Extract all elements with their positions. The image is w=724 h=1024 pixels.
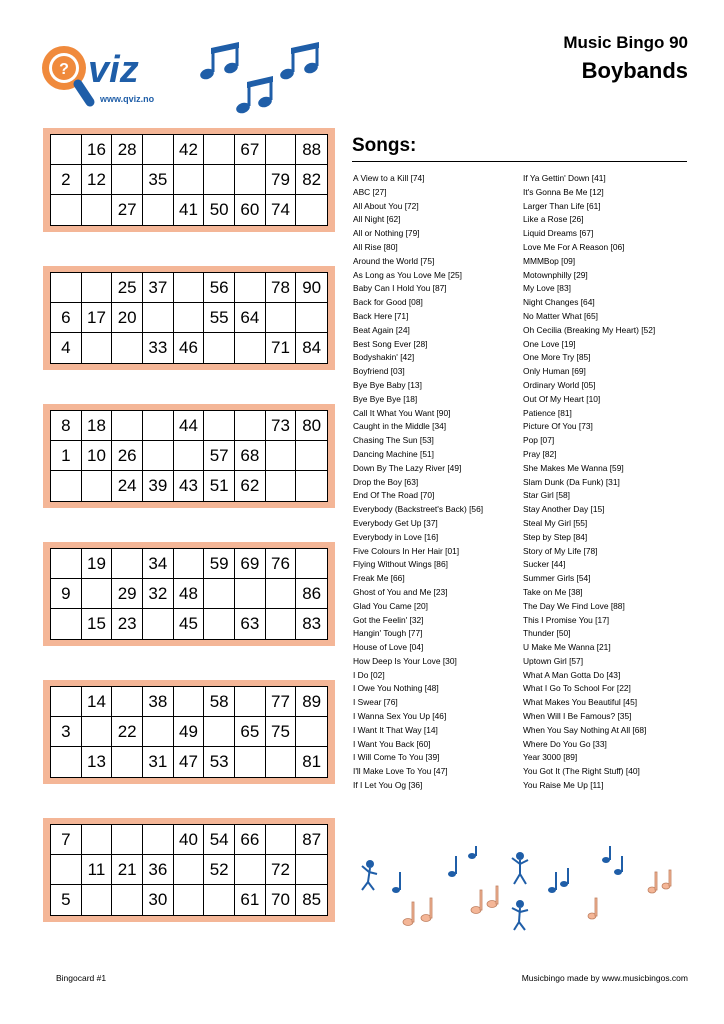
song-item: I Want You Back [60] — [353, 738, 431, 749]
song-item: Freak Me [66] — [353, 573, 405, 584]
song-item: When You Say Nothing At All [68] — [523, 724, 647, 735]
bingo-cell — [82, 333, 113, 363]
bingo-cell: 72 — [266, 855, 297, 885]
song-item: When Will I Be Famous? [35] — [523, 711, 632, 722]
bingo-cell: 41 — [174, 195, 205, 225]
bingo-cell: 26 — [112, 441, 143, 471]
song-item: ABC [27] — [353, 186, 387, 197]
song-item: No Matter What [65] — [523, 310, 598, 321]
bingo-grid — [50, 548, 328, 640]
song-item: House of Love [04] — [353, 642, 424, 653]
song-item: All Rise [80] — [353, 241, 398, 252]
bingo-cell: 61 — [235, 885, 266, 915]
bingo-cell — [235, 333, 266, 363]
bingo-cell — [204, 333, 235, 363]
bingo-cell — [112, 165, 143, 195]
bingo-cell: 83 — [302, 614, 322, 633]
song-item: Best Song Ever [28] — [353, 338, 428, 349]
song-item: MMMBop [09] — [523, 255, 576, 266]
song-item: Dancing Machine [51] — [353, 448, 435, 459]
song-item: This I Promise You [17] — [523, 614, 610, 625]
song-item: Pop [07] — [523, 435, 555, 446]
bingo-cell: 39 — [143, 471, 174, 501]
bingo-card — [43, 680, 335, 784]
bingo-grid — [50, 410, 328, 502]
bingo-cell: 60 — [235, 195, 266, 225]
bingo-cell: 85 — [302, 890, 322, 909]
bingo-cell: 62 — [235, 471, 266, 501]
bingo-cell — [143, 135, 174, 165]
bingo-cell: 25 — [112, 273, 143, 303]
bingo-cell — [51, 471, 82, 501]
bingo-cell — [174, 885, 205, 915]
bingo-cell — [143, 441, 174, 471]
bingo-cell: 64 — [235, 303, 266, 333]
bingo-cell: 24 — [112, 471, 143, 501]
bingo-cell: 27 — [112, 195, 143, 225]
bingo-cell — [82, 471, 113, 501]
song-item: If I Let You Og [36] — [353, 780, 423, 791]
bingo-cell: 79 — [266, 165, 297, 195]
bingo-cell: 19 — [82, 549, 113, 579]
bingo-cell — [82, 717, 113, 747]
bingo-cell — [204, 579, 235, 609]
bingo-cell: 73 — [266, 411, 297, 441]
song-item: Hangin' Tough [77] — [353, 628, 423, 639]
bingo-cell: 6 — [51, 303, 82, 333]
song-item: Drop the Boy [63] — [353, 476, 419, 487]
bingo-cell — [143, 825, 174, 855]
bingo-cell — [296, 303, 327, 333]
song-item: I Do [02] — [353, 669, 385, 680]
bingo-cell: 59 — [204, 549, 235, 579]
bingo-cell — [51, 273, 82, 303]
bingo-cell — [143, 609, 174, 639]
bingo-cell: 74 — [266, 195, 297, 225]
bingo-cell — [266, 471, 297, 501]
song-item: Larger Than Life [61] — [523, 200, 601, 211]
song-item: If Ya Gettin' Down [41] — [523, 173, 606, 183]
song-item: Pray [82] — [523, 448, 557, 459]
bingo-cell: 14 — [82, 687, 113, 717]
song-item: I Swear [76] — [353, 697, 398, 708]
song-item: Picture Of You [73] — [523, 421, 593, 432]
bingo-cell: 65 — [235, 717, 266, 747]
song-item: Star Girl [58] — [523, 490, 571, 501]
bingo-cell: 16 — [82, 135, 113, 165]
song-item: U Make Me Wanna [21] — [523, 642, 611, 653]
bingo-cell — [51, 609, 82, 639]
song-item: What Makes You Beautiful [45] — [523, 697, 638, 708]
bingo-cell: 2 — [51, 165, 82, 195]
bingo-card — [43, 542, 335, 646]
page-title: Music Bingo 90 — [563, 33, 688, 52]
bingo-cell — [51, 855, 82, 885]
bingo-cell — [82, 195, 113, 225]
dancing-figures-icon — [352, 846, 687, 936]
songs-heading: Songs: — [352, 135, 417, 156]
song-item: All or Nothing [79] — [353, 228, 420, 239]
song-item: Caught in the Middle [34] — [353, 421, 447, 432]
bingo-cell: 86 — [296, 579, 327, 609]
bingo-grid — [50, 272, 328, 364]
song-item: I Wanna Sex You Up [46] — [353, 711, 447, 722]
bingo-cell — [235, 855, 266, 885]
song-item: Down By The Lazy River [49] — [353, 462, 462, 473]
bingo-cell — [266, 303, 297, 333]
bingo-cell — [112, 687, 143, 717]
song-item: Steal My Girl [55] — [523, 517, 588, 528]
song-item: Thunder [50] — [523, 628, 571, 639]
bingo-cell — [112, 825, 143, 855]
song-item: Where Do You Go [33] — [523, 738, 607, 749]
bingo-cell: 42 — [174, 135, 205, 165]
bingo-cell — [51, 549, 82, 579]
bingo-cell: 28 — [112, 135, 143, 165]
logo-url: www.qviz.no — [100, 94, 155, 104]
bingo-cell: 63 — [235, 609, 266, 639]
song-item: Call It What You Want [90] — [353, 407, 451, 418]
bingo-cell: 35 — [143, 165, 174, 195]
card-number: Bingocard #1 — [56, 973, 107, 983]
bingo-cell: 87 — [296, 825, 327, 855]
song-item: Flying Without Wings [86] — [353, 559, 448, 570]
bingo-cell: 55 — [204, 303, 235, 333]
music-notes-icon — [195, 40, 330, 120]
bingo-cell: 71 — [266, 333, 297, 363]
bingo-cell — [266, 579, 297, 609]
song-item: Oh Cecilia (Breaking My Heart) [52] — [523, 324, 656, 335]
bingo-cell: 67 — [235, 135, 266, 165]
song-item: Bye Bye Baby [13] — [353, 379, 422, 390]
bingo-cell: 52 — [204, 855, 235, 885]
bingo-cell — [143, 411, 174, 441]
song-item: One Love [19] — [523, 338, 576, 349]
song-item: Got the Feelin' [32] — [353, 614, 424, 625]
song-item: Everybody in Love [16] — [353, 531, 439, 542]
bingo-cell: 33 — [143, 333, 174, 363]
bingo-cell: 4 — [51, 333, 82, 363]
song-item: Boyfriend [03] — [353, 366, 405, 377]
bingo-cell: 18 — [82, 411, 113, 441]
bingo-cell: 22 — [112, 717, 143, 747]
bingo-cell — [143, 717, 174, 747]
bingo-cell — [143, 195, 174, 225]
bingo-cell — [296, 195, 327, 225]
bingo-cell: 20 — [112, 303, 143, 333]
bingo-cell — [82, 825, 113, 855]
song-item: I Will Come To You [39] — [353, 752, 440, 763]
bingo-cell — [143, 303, 174, 333]
bingo-cell: 8 — [51, 411, 82, 441]
bingo-cell — [204, 717, 235, 747]
song-item: Bodyshakin' [42] — [353, 352, 415, 363]
song-item: End Of The Road [70] — [353, 490, 435, 501]
bingo-cell — [266, 747, 297, 777]
bingo-cell: 84 — [302, 338, 322, 357]
bingo-cell: 36 — [143, 855, 174, 885]
song-item: Back for Good [08] — [353, 297, 423, 308]
bingo-cell: 17 — [82, 303, 113, 333]
bingo-cell: 44 — [174, 411, 205, 441]
bingo-cell: 7 — [51, 825, 82, 855]
song-item: Love Me For A Reason [06] — [523, 241, 625, 252]
bingo-cell: 77 — [266, 687, 297, 717]
song-item: Back Here [71] — [353, 310, 409, 321]
song-item: Story of My Life [78] — [523, 545, 598, 556]
bingo-cell — [51, 135, 82, 165]
song-item: Everybody Get Up [37] — [353, 517, 438, 528]
bingo-cell — [174, 855, 205, 885]
song-item: Sucker [44] — [523, 559, 566, 570]
song-item: Beat Again [24] — [353, 324, 410, 335]
song-item: Ordinary World [05] — [523, 379, 596, 390]
song-item: Everybody (Backstreet's Back) [56] — [353, 504, 484, 515]
song-item: What I Go To School For [22] — [523, 683, 631, 694]
bingo-cell: 57 — [204, 441, 235, 471]
bingo-card — [43, 266, 335, 370]
bingo-cell — [296, 855, 327, 885]
bingo-grid — [50, 824, 328, 916]
song-item: Like a Rose [26] — [523, 214, 584, 225]
bingo-cell: 37 — [143, 273, 174, 303]
bingo-cell: 56 — [204, 273, 235, 303]
bingo-cell — [204, 411, 235, 441]
bingo-cell: 38 — [143, 687, 174, 717]
bingo-cell — [235, 687, 266, 717]
svg-text:viz: viz — [88, 49, 139, 91]
bingo-cell — [112, 411, 143, 441]
song-item: All Night [62] — [353, 214, 401, 225]
bingo-cell — [296, 471, 327, 501]
bingo-cell — [266, 825, 297, 855]
song-item: Around the World [75] — [353, 255, 435, 266]
bingo-cell: 11 — [82, 855, 113, 885]
bingo-cell: 75 — [266, 717, 297, 747]
bingo-cell: 81 — [302, 752, 322, 771]
bingo-cell: 90 — [296, 273, 327, 303]
bingo-cell — [204, 885, 235, 915]
bingo-cell — [174, 303, 205, 333]
bingo-cell: 10 — [82, 441, 113, 471]
bingo-cell — [266, 609, 297, 639]
song-item: What A Man Gotta Do [43] — [523, 669, 621, 680]
bingo-cell — [51, 747, 82, 777]
bingo-cell — [204, 165, 235, 195]
song-item: Ghost of You and Me [23] — [353, 586, 448, 597]
bingo-cell: 15 — [82, 609, 113, 639]
song-item: Patience [81] — [523, 407, 572, 418]
page-subtitle: Boybands — [581, 58, 688, 83]
bingo-cell — [235, 165, 266, 195]
bingo-cell: 66 — [235, 825, 266, 855]
bingo-cell — [112, 885, 143, 915]
bingo-cell: 78 — [266, 273, 297, 303]
bingo-grid — [50, 686, 328, 778]
bingo-cell: 13 — [82, 747, 113, 777]
bingo-cell: 47 — [174, 747, 205, 777]
song-item: Chasing The Sun [53] — [353, 435, 434, 446]
bingo-cell: 82 — [296, 165, 327, 195]
song-item: She Makes Me Wanna [59] — [523, 462, 624, 473]
bingo-cell: 76 — [266, 549, 297, 579]
bingo-cell — [296, 441, 327, 471]
song-item: A View to a Kill [74] — [353, 173, 425, 183]
divider — [352, 161, 687, 162]
bingo-cell: 9 — [51, 579, 82, 609]
bingo-cell: 54 — [204, 825, 235, 855]
bingo-cell — [235, 273, 266, 303]
bingo-cell — [296, 717, 327, 747]
bingo-cell: 5 — [51, 885, 82, 915]
bingo-cell: 88 — [296, 135, 327, 165]
bingo-cell — [266, 441, 297, 471]
song-item: As Long as You Love Me [25] — [353, 269, 462, 280]
bingo-cell — [112, 333, 143, 363]
credit-text: Musicbingo made by www.musicbingos.com — [521, 973, 688, 983]
bingo-card — [43, 818, 335, 922]
song-item: One More Try [85] — [523, 352, 591, 363]
song-item: Slam Dunk (Da Funk) [31] — [523, 476, 620, 487]
song-item: Take on Me [38] — [523, 586, 583, 597]
bingo-cell: 68 — [235, 441, 266, 471]
bingo-cell: 34 — [143, 549, 174, 579]
song-item: I Want It That Way [14] — [353, 724, 438, 735]
song-item: All About You [72] — [353, 200, 419, 211]
bingo-cell — [174, 273, 205, 303]
song-item: Step by Step [84] — [523, 531, 588, 542]
bingo-cell — [112, 549, 143, 579]
song-item: Glad You Came [20] — [353, 600, 428, 611]
qviz-logo — [38, 38, 168, 118]
bingo-cell — [204, 135, 235, 165]
bingo-cell — [51, 195, 82, 225]
bingo-cell: 30 — [143, 885, 174, 915]
song-item: Baby Can I Hold You [87] — [353, 283, 447, 294]
bingo-cell — [174, 441, 205, 471]
song-item: Uptown Girl [57] — [523, 655, 584, 666]
bingo-cell: 69 — [235, 549, 266, 579]
bingo-cell: 53 — [204, 747, 235, 777]
song-item: Night Changes [64] — [523, 297, 595, 308]
song-item: Motownphilly [29] — [523, 269, 588, 280]
bingo-cell — [82, 273, 113, 303]
bingo-cell: 12 — [82, 165, 113, 195]
bingo-cell: 31 — [143, 747, 174, 777]
bingo-cell: 89 — [296, 687, 327, 717]
bingo-cell: 51 — [204, 471, 235, 501]
bingo-cell: 21 — [112, 855, 143, 885]
song-list-right — [523, 172, 693, 793]
bingo-cell: 46 — [174, 333, 205, 363]
song-item: My Love [83] — [523, 283, 571, 294]
song-item: You Raise Me Up [11] — [523, 780, 604, 791]
song-item: Year 3000 [89] — [523, 752, 578, 763]
bingo-cell: 58 — [204, 687, 235, 717]
song-item: Out Of My Heart [10] — [523, 393, 601, 404]
song-item: Bye Bye Bye [18] — [353, 393, 418, 404]
bingo-grid — [50, 134, 328, 226]
song-item: The Day We Find Love [88] — [523, 600, 625, 611]
bingo-cell: 29 — [112, 579, 143, 609]
bingo-cell: 48 — [174, 579, 205, 609]
bingo-cell: 70 — [266, 885, 297, 915]
song-item: Only Human [69] — [523, 366, 586, 377]
bingo-cell — [174, 549, 205, 579]
bingo-cell: 49 — [174, 717, 205, 747]
bingo-cell: 43 — [174, 471, 205, 501]
bingo-cell: 1 — [51, 441, 82, 471]
bingo-card — [43, 128, 335, 232]
song-list-left — [353, 172, 523, 793]
bingo-card — [43, 404, 335, 508]
bingo-cell — [235, 411, 266, 441]
bingo-cell: 45 — [174, 609, 205, 639]
bingo-cell: 32 — [143, 579, 174, 609]
bingo-cell — [204, 609, 235, 639]
bingo-cell — [266, 135, 297, 165]
song-item: How Deep Is Your Love [30] — [353, 655, 457, 666]
bingo-cell — [174, 687, 205, 717]
bingo-cell — [174, 165, 205, 195]
bingo-cell — [82, 579, 113, 609]
song-item: Stay Another Day [15] — [523, 504, 605, 515]
bingo-cell: 80 — [296, 411, 327, 441]
song-item: It's Gonna Be Me [12] — [523, 186, 604, 197]
svg-text:?: ? — [59, 61, 69, 78]
bingo-cell — [296, 549, 327, 579]
bingo-cell: 23 — [112, 609, 143, 639]
bingo-cell: 50 — [204, 195, 235, 225]
song-item: Summer Girls [54] — [523, 573, 591, 584]
song-item: I Owe You Nothing [48] — [353, 683, 439, 694]
bingo-cell — [51, 687, 82, 717]
song-item: You Got It (The Right Stuff) [40] — [523, 766, 640, 777]
bingo-cell: 40 — [174, 825, 205, 855]
bingo-cell — [112, 747, 143, 777]
bingo-cell — [235, 579, 266, 609]
song-item: I'll Make Love To You [47] — [353, 766, 448, 777]
song-item: Five Colours In Her Hair [01] — [353, 545, 460, 556]
song-item: Liquid Dreams [67] — [523, 228, 594, 239]
bingo-cell — [82, 885, 113, 915]
bingo-cell — [235, 747, 266, 777]
bingo-cell: 3 — [51, 717, 82, 747]
